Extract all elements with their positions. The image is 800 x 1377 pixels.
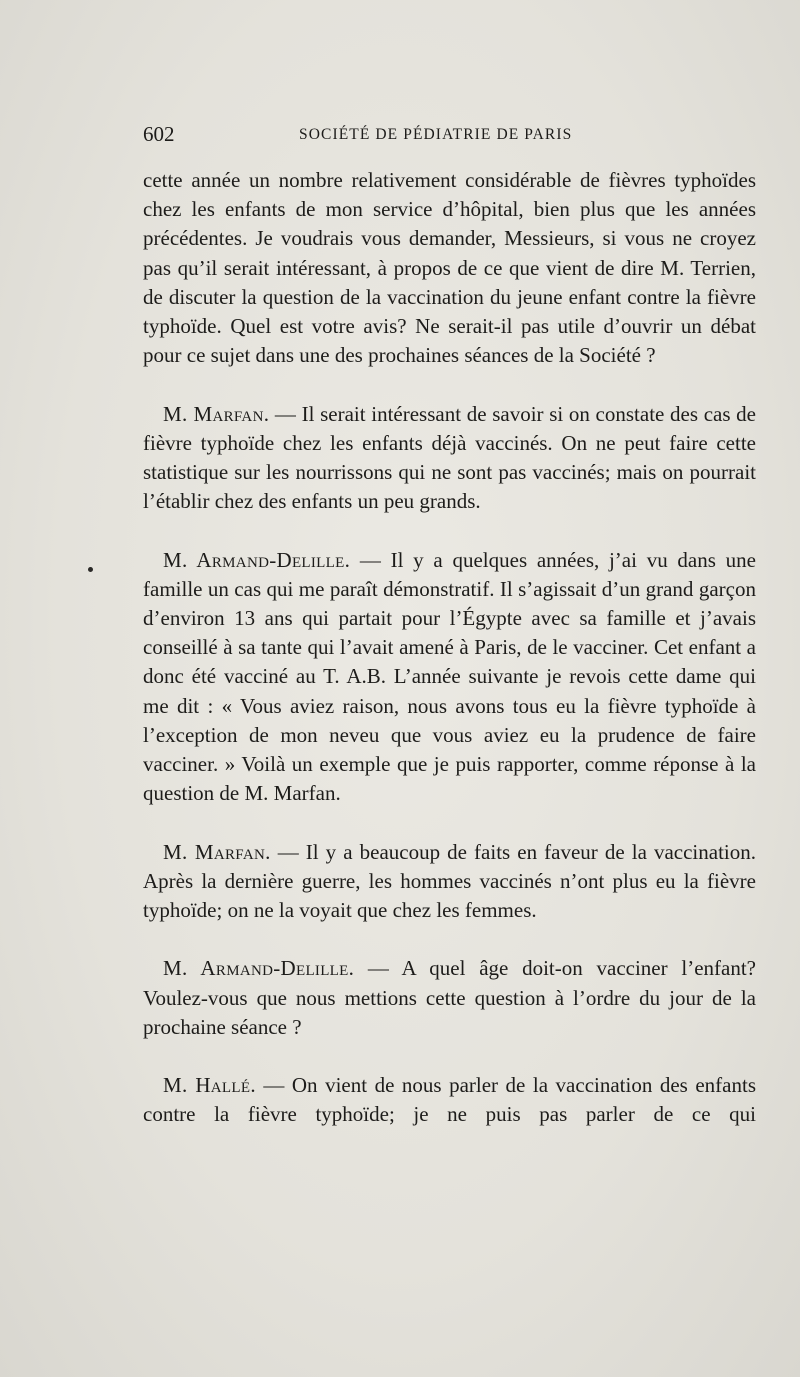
paragraph-text: — Il y a beaucoup de faits en faveur de la vaccination. Après la dernière guerre, les hommes vaccinés n’ont plus eu la fièvre typhoïde; on ne la voyait que chez les femmes. — [143, 839, 756, 923]
paragraph-marfan-2 — [143, 838, 756, 926]
speaker-name: M. Armand-Delille. — [163, 547, 351, 572]
paragraph-marfan-1 — [143, 400, 756, 517]
speaker-name: M. Marfan. — [163, 401, 270, 426]
page-header — [143, 120, 756, 150]
speaker-name: M. Marfan. — [163, 839, 271, 864]
margin-dot — [88, 567, 93, 572]
body-text — [143, 166, 756, 1159]
paragraph-text: — A quel âge doit-on vacciner l’enfant? Voulez-vous que nous mettions cette question à l’ordre du jour de la prochaine séance ? — [143, 956, 756, 1039]
paragraph-armand-delille-2 — [143, 954, 756, 1042]
speaker-name: M. Armand-Delille. — [163, 956, 355, 981]
page-number: 602 — [143, 122, 175, 146]
paragraph-continuation — [143, 166, 756, 370]
paragraph-text: cette année un nombre relativement considérable de fièvres typhoïdes chez les enfants de mon service d’hôpital, bien plus que les années précédentes. Je voudrais vous demander, Messieurs, si vous ne croyez pas qu’il serait intéressant, à propos de ce que vient de dire M. Terrien, de discuter la question de la vaccination du jeune enfant contre la fièvre typhoïde. Quel est votre avis? Ne serait-il pas utile d’ouvrir un débat pour ce sujet dans une des prochaines séances de la Société ? — [143, 168, 756, 368]
paragraph-text: — Il serait intéressant de savoir si on constate des cas de fièvre typhoïde chez les enfants déjà vaccinés. On ne peut faire cette statistique sur les nourrissons qui ne sont pas vaccinés; mais on pourrait l’établir chez des enfants un peu grands. — [143, 401, 756, 514]
paragraph-halle — [143, 1071, 756, 1129]
speaker-name: M. Hallé. — [163, 1073, 256, 1098]
paragraph-text: — On vient de nous parler de la vaccination des enfants contre la fièvre typhoïde; je ne puis pas parler de ce qui — [143, 1073, 756, 1127]
paragraph-text: — Il y a quelques années, j’ai vu dans une famille un cas qui me paraît démonstratif. Il s’agissait d’un grand garçon d’environ 13 ans qui partait pour l’Égypte avec sa famille et j’avais conseillé à sa tante qui l’avait amené à Paris, de le vacciner. Cet enfant a donc été vacciné au T. A.B. L’année suivante je revois cette dame qui me dit : « Vous aviez raison, nous avons tous eu la fièvre typhoïde à l’exception de mon neveu que vous aviez eu la prudence de faire vacciner. » Voilà un exemple que je puis rapporter, comme réponse à la question de M. Marfan. — [143, 547, 756, 806]
running-title: SOCIÉTÉ DE PÉDIATRIE DE PARIS — [299, 126, 573, 143]
paragraph-armand-delille-1 — [143, 546, 756, 809]
